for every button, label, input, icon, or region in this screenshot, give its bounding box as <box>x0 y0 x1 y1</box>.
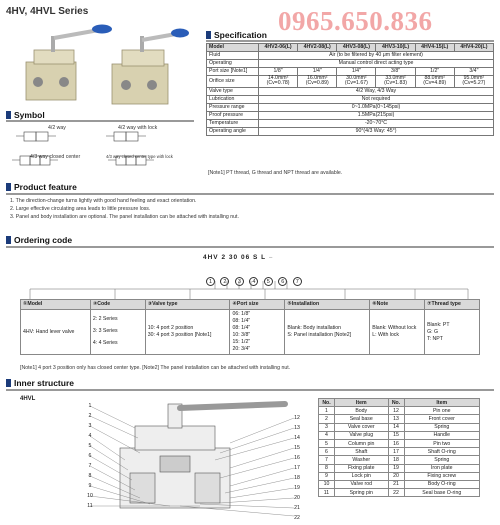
note-option: Blank: Without lock <box>372 325 417 332</box>
part-item: Seal base <box>335 415 389 423</box>
ordering-header: ③Valve type <box>145 300 230 310</box>
spec-value: 3/4" <box>454 68 493 76</box>
symbol-label-42: 4/2 way <box>48 125 66 131</box>
ordering-note <box>370 310 425 355</box>
spec-label: Lubrication <box>207 95 259 103</box>
inner-label: 4HVL <box>20 396 36 402</box>
callout-number: 8 <box>88 473 92 479</box>
ordering-divider <box>6 246 494 248</box>
section-marker <box>6 111 11 119</box>
callout-number: 9 <box>88 483 92 489</box>
spec-value: Not required <box>259 95 494 103</box>
parts-row <box>319 439 480 447</box>
callout-number: 14 <box>294 435 300 441</box>
symbol-label-43-lock: 4/3 way closed center type with lock <box>106 154 173 159</box>
thread-option: G: G <box>427 328 439 335</box>
code-part: S <box>253 254 259 261</box>
installation-option: Blank: Body installation <box>287 325 341 332</box>
code-number: 2 <box>220 277 229 286</box>
spec-row <box>207 60 494 68</box>
code-option: 3: 3 Series <box>92 328 118 335</box>
callout-number: 11 <box>87 503 93 509</box>
code-part: 4HV <box>203 254 219 261</box>
part-item: Handle <box>404 431 480 439</box>
callouts-right <box>290 413 304 523</box>
model-code-example <box>203 254 273 261</box>
spec-row <box>207 76 494 88</box>
callout-number: 3 <box>88 423 92 429</box>
spec-model: 4HV2-08(L) <box>298 44 337 52</box>
parts-row <box>319 456 480 464</box>
spec-value: -20~70°C <box>259 119 494 127</box>
part-no: 9 <box>319 472 335 480</box>
code-number: 4 <box>249 277 258 286</box>
spec-label: Operating angle <box>207 127 259 135</box>
code-part: 2 <box>221 254 227 261</box>
part-no: 19 <box>388 464 404 472</box>
part-no: 8 <box>319 464 335 472</box>
spec-model: 4HV2-06(L) <box>259 44 298 52</box>
part-item: Valve plug <box>335 431 389 439</box>
spec-value: Air (to be filtered by 40 μm filter element) <box>259 52 494 60</box>
code-option: 4: 4 Series <box>92 340 118 347</box>
ordering-header: ⑤Installation <box>285 300 370 310</box>
part-no: 13 <box>388 415 404 423</box>
spec-value: 1/8" <box>259 68 298 76</box>
part-no: 1 <box>319 407 335 415</box>
parts-row <box>319 407 480 415</box>
symbol-diagrams <box>6 122 194 174</box>
port-size-option: 20: 3/4" <box>232 346 251 353</box>
part-no: 7 <box>319 456 335 464</box>
valve-type-option: 30: 4 port 3 position [Note1] <box>147 332 212 339</box>
part-no: 17 <box>388 448 404 456</box>
code-number: 6 <box>278 277 287 286</box>
part-no: 5 <box>319 439 335 447</box>
part-no: 6 <box>319 448 335 456</box>
spec-value: 1/2" <box>415 68 454 76</box>
part-item: Fixing screw <box>404 472 480 480</box>
part-item: Column pin <box>335 439 389 447</box>
spec-value: Manual control direct acting type <box>259 60 494 68</box>
spec-value: 0~1.0MPa(0~145psi) <box>259 103 494 111</box>
inner-heading: Inner structure <box>6 378 74 388</box>
callout-number: 13 <box>294 425 300 431</box>
spec-value: 30.0mm² (Cv=1.67) <box>337 76 376 88</box>
callout-number: 18 <box>294 475 300 481</box>
callout-number: 6 <box>88 453 92 459</box>
valve-type-option: 10: 4 port 2 position <box>147 325 194 332</box>
port-size-option: 15: 1/2" <box>232 339 251 346</box>
parts-header: Item <box>404 399 480 407</box>
parts-row <box>319 448 480 456</box>
spec-model: 4HV3-08(L) <box>337 44 376 52</box>
spec-label: Temperature <box>207 119 259 127</box>
spec-row <box>207 119 494 127</box>
symbol-label-42-lock: 4/2 way with lock <box>118 125 158 131</box>
spec-value: 3/8" <box>376 68 415 76</box>
ordering-installation <box>285 310 370 355</box>
feature-heading: Product feature <box>6 182 77 192</box>
thread-option: Blank: PT <box>427 321 450 328</box>
spec-value: 88.0mm² (Cv=4.89) <box>415 76 454 88</box>
symbol-heading: Symbol <box>6 110 45 120</box>
part-no: 2 <box>319 415 335 423</box>
callout-number: 21 <box>294 505 300 511</box>
spec-value: 1/4" <box>298 68 337 76</box>
spec-label: Orifice size <box>207 76 259 88</box>
port-size-option: 08: 1/4" <box>232 318 251 325</box>
callout-number: 7 <box>88 463 92 469</box>
parts-row <box>319 489 480 497</box>
part-item: Spring <box>404 456 480 464</box>
spec-header-row <box>207 44 494 52</box>
callout-number: 19 <box>294 485 300 491</box>
parts-row <box>319 423 480 431</box>
code-number: 1 <box>206 277 215 286</box>
phone-watermark: 0965.650.836 <box>278 6 433 36</box>
ordering-header: ④Port size <box>230 300 285 310</box>
part-no: 21 <box>388 480 404 488</box>
feature-list <box>10 197 239 221</box>
ordering-header-row <box>21 300 480 310</box>
callout-number: 1 <box>88 403 92 409</box>
part-item: Fixing plate <box>335 464 389 472</box>
part-no: 10 <box>319 480 335 488</box>
parts-row <box>319 480 480 488</box>
ordering-codes <box>90 310 145 355</box>
spec-table <box>206 43 494 136</box>
part-no: 16 <box>388 439 404 447</box>
part-item: Valve rod <box>335 480 389 488</box>
code-part: 30 <box>228 254 239 261</box>
code-number: 7 <box>293 277 302 286</box>
feature-item: 1. The direction-change turns lightly with good hand feeling and exact orientation. <box>10 198 197 204</box>
callout-number: 16 <box>294 455 300 461</box>
spec-label: Proof pressure <box>207 111 259 119</box>
spec-model-label: Model <box>207 44 259 52</box>
spec-value: 14.0mm² (Cv=0.78) <box>259 76 298 88</box>
part-item: Seal base O-ring <box>404 489 480 497</box>
feature-item: 2. Large effective circulating area leads to little pressure loss. <box>10 206 151 212</box>
part-no: 18 <box>388 456 404 464</box>
part-no: 3 <box>319 423 335 431</box>
part-item: Washer <box>335 456 389 464</box>
spec-row <box>207 111 494 119</box>
spec-heading: Specification <box>206 30 267 40</box>
spec-model: 4HV4-15(L) <box>415 44 454 52</box>
spec-value: 16.0mm² (Cv=0.89) <box>298 76 337 88</box>
part-item: Lock pin <box>335 472 389 480</box>
spec-row <box>207 95 494 103</box>
installation-option: S: Panel installation [Note2] <box>287 332 352 339</box>
ordering-table <box>20 299 480 355</box>
part-no: 11 <box>319 489 335 497</box>
spec-row <box>207 52 494 60</box>
parts-header-row <box>319 399 480 407</box>
spec-row <box>207 103 494 111</box>
ordering-header: ⑥Note <box>370 300 425 310</box>
section-marker <box>6 183 11 191</box>
port-size-option: 08: 1/4" <box>232 325 251 332</box>
section-marker <box>206 31 211 39</box>
thread-option: T: NPT <box>427 335 443 342</box>
spec-value: 33.0mm² (Cv=1.83) <box>376 76 415 88</box>
code-number: 3 <box>235 277 244 286</box>
code-number: 5 <box>264 277 273 286</box>
ordering-port-sizes <box>230 310 285 355</box>
part-item: Shaft <box>335 448 389 456</box>
part-no: 15 <box>388 431 404 439</box>
symbol-label-43: 4/3 way closed center <box>30 154 81 160</box>
port-size-option: 06: 1/8" <box>232 311 251 318</box>
spec-note: [Note1] PT thread, G thread and NPT thread are available. <box>208 170 343 176</box>
callout-number: 15 <box>294 445 300 451</box>
ordering-footnote: [Note1] 4 port 3 position only has closed center type. [Note2] The panel installation can be attached with installing nut. <box>20 365 291 371</box>
spec-value: 90°(4/3 Way: 45°) <box>259 127 494 135</box>
part-item: Spring <box>404 423 480 431</box>
spec-label: Fluid <box>207 52 259 60</box>
part-no: 4 <box>319 431 335 439</box>
part-item: Front cover <box>404 415 480 423</box>
callout-number: 10 <box>87 493 93 499</box>
ordering-header: ⑦Thread type <box>425 300 480 310</box>
parts-header: No. <box>388 399 404 407</box>
parts-header: Item <box>335 399 389 407</box>
parts-row <box>319 431 480 439</box>
part-item: Shaft O-ring <box>404 448 480 456</box>
part-item: Body O-ring <box>404 480 480 488</box>
parts-header: No. <box>319 399 335 407</box>
cross-section-drawing <box>80 398 300 522</box>
part-no: 14 <box>388 423 404 431</box>
parts-table <box>318 398 480 497</box>
page-title: 4HV, 4HVL Series <box>6 6 89 17</box>
callout-number: 12 <box>294 415 300 421</box>
section-marker <box>6 379 11 387</box>
spec-model: 4HV4-20(L) <box>454 44 493 52</box>
spec-value: 1/4" <box>337 68 376 76</box>
part-no: 20 <box>388 472 404 480</box>
feature-divider <box>6 193 494 195</box>
part-item: Body <box>335 407 389 415</box>
code-option: 2: 2 Series <box>92 316 118 323</box>
part-item: Iron plate <box>404 464 480 472</box>
ordering-valve-types <box>145 310 230 355</box>
callouts-left <box>84 401 96 511</box>
callout-number: 22 <box>294 515 300 521</box>
callout-number: 4 <box>88 433 92 439</box>
inner-divider <box>6 389 494 391</box>
code-part: 06 <box>240 254 251 261</box>
part-item: Pin two <box>404 439 480 447</box>
parts-row <box>319 472 480 480</box>
part-no: 22 <box>388 489 404 497</box>
ordering-heading: Ordering code <box>6 235 72 245</box>
code-part-suffix: – <box>268 254 274 261</box>
part-item: Spring pin <box>335 489 389 497</box>
spec-value: 4/2 Way, 4/3 Way <box>259 87 494 95</box>
spec-label: Operating <box>207 60 259 68</box>
product-photo <box>4 22 194 112</box>
spec-label: Port size [Note1] <box>207 68 259 76</box>
callout-number: 20 <box>294 495 300 501</box>
feature-item: 3. Panel and body installation are optional. The panel installation can be attached with installing nut. <box>10 214 239 220</box>
code-connectors <box>20 281 480 299</box>
part-no: 12 <box>388 407 404 415</box>
spec-row <box>207 87 494 95</box>
spec-divider <box>206 40 494 42</box>
callout-number: 17 <box>294 465 300 471</box>
note-option: L: With lock <box>372 332 399 339</box>
part-item: Pin one <box>404 407 480 415</box>
spec-value: 95.0mm² (Cv=5.27) <box>454 76 493 88</box>
spec-label: Valve type <box>207 87 259 95</box>
spec-value: 1.5MPa(215psi) <box>259 111 494 119</box>
port-size-option: 10: 3/8" <box>232 332 251 339</box>
callout-number: 2 <box>88 413 92 419</box>
ordering-model: 4HV: Hand lever valve <box>21 310 91 355</box>
section-marker <box>6 236 11 244</box>
spec-row <box>207 127 494 135</box>
ordering-row <box>21 310 480 355</box>
spec-model: 4HV3-10(L) <box>376 44 415 52</box>
ordering-header: ①Model <box>21 300 91 310</box>
parts-row <box>319 415 480 423</box>
ordering-thread <box>425 310 480 355</box>
ordering-header: ②Code <box>90 300 145 310</box>
spec-label: Pressure range <box>207 103 259 111</box>
part-item: Valve cover <box>335 423 389 431</box>
code-part: L <box>261 254 267 261</box>
parts-row <box>319 464 480 472</box>
callout-number: 5 <box>88 443 92 449</box>
